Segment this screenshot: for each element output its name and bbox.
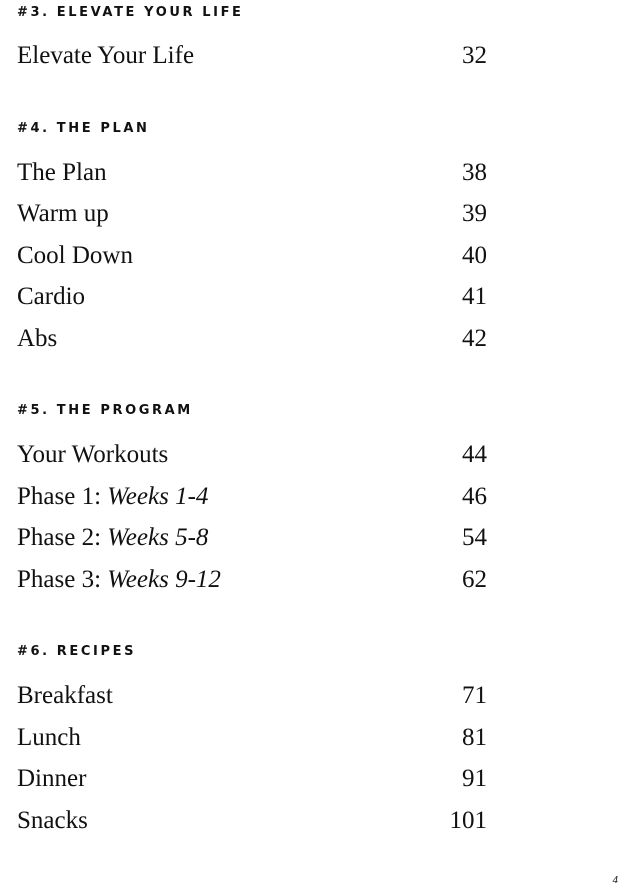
- entry-title-wrapper: [17, 481, 208, 513]
- entry-title: Lunch: [17, 724, 81, 751]
- entry-page-number: 32: [462, 42, 487, 69]
- entry-title: The Plan: [17, 159, 107, 186]
- toc-entry[interactable]: [17, 40, 487, 72]
- entry-page-number: 81: [462, 724, 487, 751]
- entry-page-number: 40: [462, 242, 487, 269]
- entry-page-number: 91: [462, 765, 487, 792]
- toc-entry[interactable]: [17, 805, 487, 837]
- toc-entry[interactable]: [17, 680, 487, 712]
- entry-title-wrapper: [17, 564, 221, 596]
- entry-title: Elevate Your Life: [17, 42, 195, 69]
- entry-title: Breakfast: [17, 682, 113, 709]
- entry-title: Cool Down: [17, 242, 133, 269]
- entry-page-number: 101: [449, 807, 487, 834]
- toc-entry[interactable]: [17, 722, 487, 754]
- toc-entry[interactable]: [17, 522, 487, 554]
- entry-page-number: 54: [462, 524, 487, 551]
- toc-entry[interactable]: [17, 481, 487, 513]
- section-heading: #5. THE PROGRAM: [17, 403, 193, 418]
- entry-title: Phase 2:: [17, 524, 102, 551]
- toc-entry[interactable]: [17, 240, 487, 272]
- entry-page-number: 41: [462, 283, 487, 310]
- entry-title-wrapper: [17, 522, 208, 554]
- entry-title-italic: Weeks 5-8: [107, 524, 209, 551]
- toc-entry[interactable]: [17, 564, 487, 596]
- toc-entry[interactable]: [17, 157, 487, 189]
- entry-page-number: 71: [462, 682, 487, 709]
- entry-title: Abs: [17, 325, 58, 352]
- entry-page-number: 62: [462, 566, 487, 593]
- section-heading: #3. ELEVATE YOUR LIFE: [17, 5, 244, 20]
- entry-page-number: 38: [462, 159, 487, 186]
- entry-title: Phase 1:: [17, 483, 102, 510]
- toc-entry[interactable]: [17, 439, 487, 471]
- footer-page-number: 4: [612, 874, 618, 886]
- toc-entry[interactable]: [17, 281, 487, 313]
- entry-page-number: 39: [462, 200, 487, 227]
- entry-title: Dinner: [17, 765, 87, 792]
- section-heading: #4. THE PLAN: [17, 121, 150, 136]
- entry-title-italic: Weeks 9-12: [107, 566, 221, 593]
- entry-title: Cardio: [17, 283, 86, 310]
- entry-page-number: 42: [462, 325, 487, 352]
- toc-entry[interactable]: [17, 323, 487, 355]
- toc-entry[interactable]: [17, 198, 487, 230]
- entry-title: Your Workouts: [17, 441, 169, 468]
- entry-page-number: 46: [462, 483, 487, 510]
- entry-title-italic: Weeks 1-4: [107, 483, 209, 510]
- entry-title: Warm up: [17, 200, 109, 227]
- toc-entry[interactable]: [17, 763, 487, 795]
- entry-title: Snacks: [17, 807, 88, 834]
- entry-page-number: 44: [462, 441, 487, 468]
- entry-title: Phase 3:: [17, 566, 102, 593]
- section-heading: #6. RECIPES: [17, 644, 137, 659]
